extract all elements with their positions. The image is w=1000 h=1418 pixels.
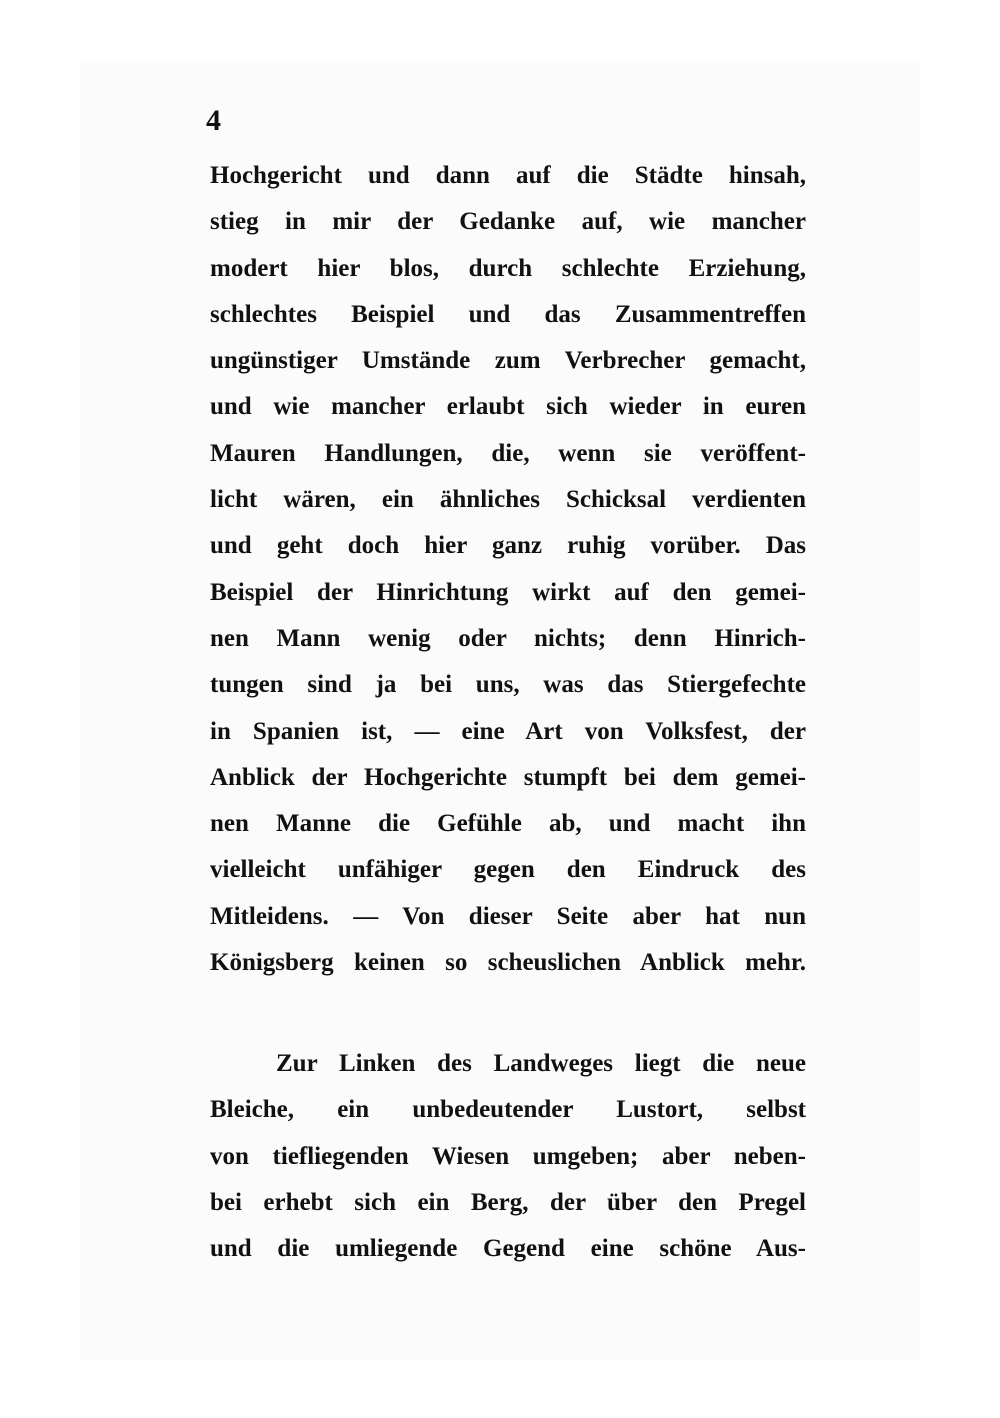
text-line: Zur Linken des Landweges liegt die neue [276, 1050, 806, 1077]
text-line: Königsberg keinen so scheuslichen Anblick mehr. [210, 949, 806, 977]
text-line: vielleicht unfähiger gegen den Eindruck des [210, 856, 806, 884]
text-line: Beispiel der Hinrichtung wirkt auf den gemei- [210, 578, 806, 606]
text-line: nen Mann wenig oder nichts; denn Hinrich- [210, 624, 806, 652]
text-line: und wie mancher erlaubt sich wieder in euren [210, 393, 806, 421]
text-line: und geht doch hier ganz ruhig vorüber. Das [210, 532, 806, 560]
text-line: schlechtes Beispiel und das Zusammentreffen [210, 300, 806, 328]
text-line: bei erhebt sich ein Berg, der über den Pregel [210, 1188, 806, 1216]
text-line: licht wären, ein ähnliches Schicksal verdienten [210, 486, 806, 514]
text-line: ungünstiger Umstände zum Verbrecher gemacht, [210, 347, 806, 375]
text-line: Hochgericht und dann auf die Städte hinsah, [210, 162, 806, 189]
text-line: Bleiche, ein unbedeutender Lustort, selbst [210, 1096, 806, 1124]
text-line: und die umliegende Gegend eine schöne Aus- [210, 1235, 806, 1263]
text-line: Mitleidens. — Von dieser Seite aber hat nun [210, 902, 806, 930]
text-line: Anblick der Hochgerichte stumpft bei dem gemei- [210, 763, 806, 791]
text-line: nen Manne die Gefühle ab, und macht ihn [210, 810, 806, 838]
paragraph-1 [210, 162, 806, 995]
page-number: 4 [206, 104, 221, 137]
text-line: von tiefliegenden Wiesen umgeben; aber neben- [210, 1142, 806, 1170]
paragraph-2 [210, 1050, 806, 1281]
text-line: tungen sind ja bei uns, was das Stiergefechte [210, 671, 806, 699]
text-line: modert hier blos, durch schlechte Erziehung, [210, 254, 806, 282]
text-line: stieg in mir der Gedanke auf, wie mancher [210, 208, 806, 236]
text-line: Mauren Handlungen, die, wenn sie veröffent- [210, 439, 806, 467]
text-line: in Spanien ist, — eine Art von Volksfest, der [210, 717, 806, 745]
